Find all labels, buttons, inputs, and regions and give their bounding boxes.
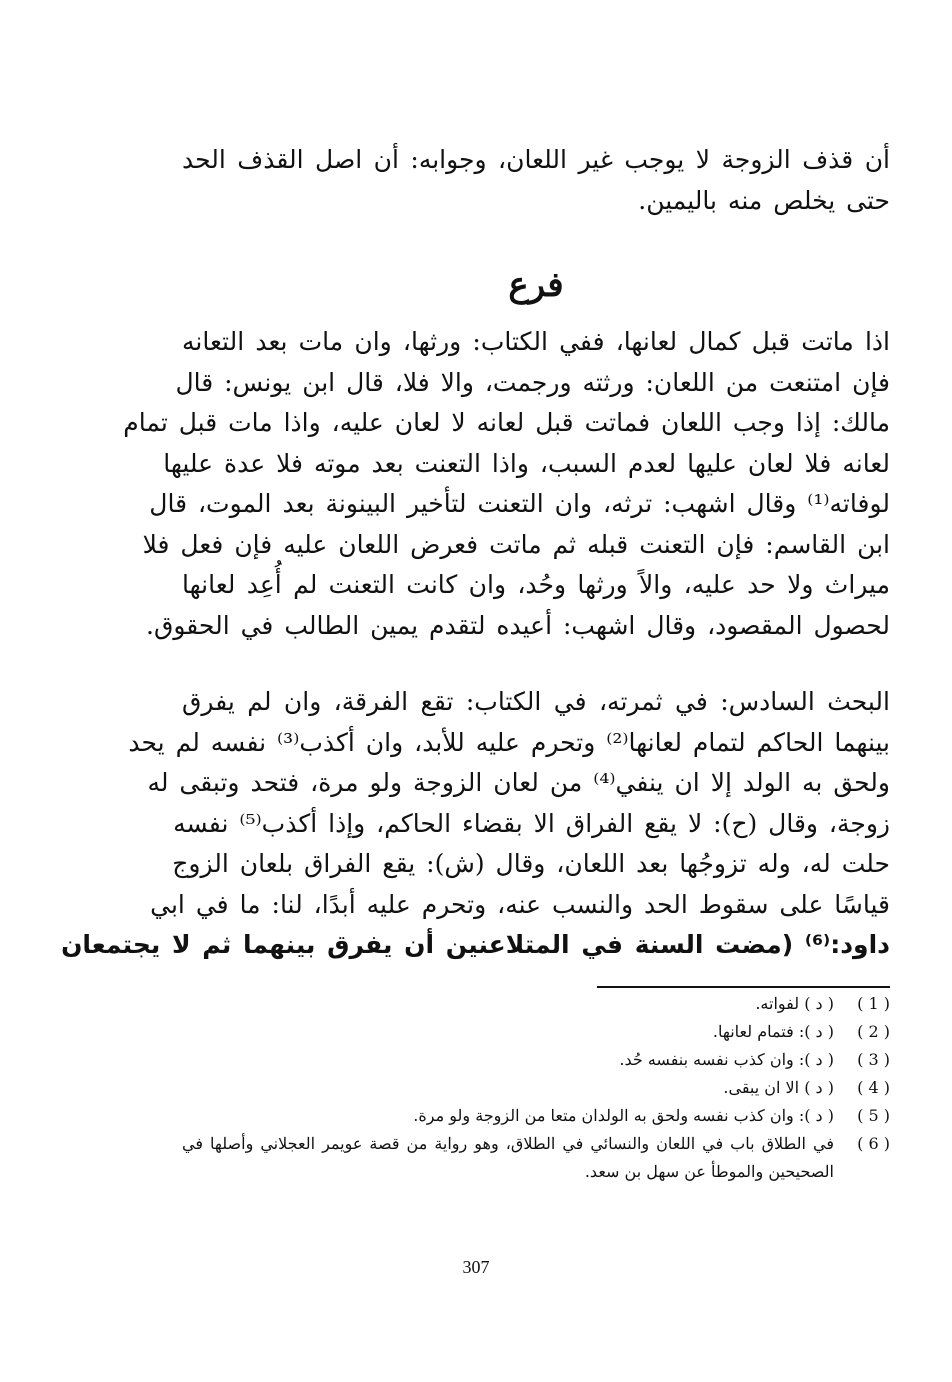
- text-line: فإن امتنعت من اللعان: ورثته ورجمت، والا فلا، قال ابن يونس: قال: [175, 367, 890, 397]
- footnote: [182, 990, 890, 1018]
- text-line: اذا ماتت قبل كمال لعانها، ففي الكتاب: ورثها، وان مات بعد التعانه: [182, 327, 890, 356]
- paragraph-2: [61, 682, 890, 966]
- text-line: أن قذف الزوجة لا يوجب غير اللعان، وجوابه: أن اصل القذف الحد: [182, 145, 890, 174]
- footnote-text: ( د ) الا ان يبقى.: [723, 1078, 834, 1097]
- footnote-number: ( 1 ): [857, 994, 890, 1013]
- footnote-divider: [597, 986, 890, 988]
- footnote-text: ( د ): وان كذب نفسه بنفسه حُد.: [619, 1050, 834, 1069]
- footnote: [182, 1130, 890, 1186]
- text-line: لحصول المقصود، وقال اشهب: أعيده لتقدم يمين الطالب في الحقوق.: [146, 610, 890, 640]
- text-line: حتى يخلص منه باليمين.: [638, 185, 890, 215]
- footnote: [182, 1046, 890, 1074]
- text-line: قياسًا على سقوط الحد والنسب عنه، وتحرم عليه أبدًا، لنا: ما في ابي: [150, 889, 890, 919]
- footnotes: [182, 990, 890, 1186]
- footnote: [182, 1102, 890, 1130]
- footnote: [182, 1018, 890, 1046]
- text-line: حلت له، وله تزوجُها بعد اللعان، وقال (ش): يقع الفراق بلعان الزوج: [172, 849, 890, 878]
- paragraph-1: [123, 322, 890, 646]
- footnote-text: ( د ): فتمام لعانها.: [712, 1022, 834, 1041]
- footnote-number: ( 6 ): [857, 1134, 890, 1153]
- footnote-text: في الطلاق باب في اللعان والنسائي في الطلاق، وهو رواية من قصة عويمر العجلاني وأصلها في الصحيحين والموطأ عن سهل بن سعد.: [182, 1134, 834, 1181]
- text-line: داود:⁽⁶⁾ (مضت السنة في المتلاعنين أن يفرق بينهما ثم لا يجتمعان: [61, 930, 890, 959]
- intro-paragraph: [182, 140, 890, 221]
- text-line: ولحق به الولد إلا ان ينفي⁽⁴⁾ من لعان الزوجة ولو مرة، فتحد وتبقى له: [147, 768, 890, 797]
- text-line: لوفاته⁽¹⁾ وقال اشهب: ترثه، وان التعنت لتأخير البينونة بعد الموت، قال: [149, 489, 890, 518]
- footnote-number: ( 4 ): [857, 1078, 890, 1097]
- footnote-text: ( د ) لفواته.: [755, 994, 834, 1013]
- text-line: ابن القاسم: فإن التعنت قبله ثم ماتت فعرض اللعان عليه فإن فعل فلا: [142, 529, 890, 559]
- text-line: مالك: إذا وجب اللعان فماتت قبل لعانه لا لعان عليه، واذا مات قبل تمام: [123, 408, 890, 437]
- text-line: ميراث ولا حد عليه، والاً ورثها وحُد، وان كانت التعنت لم أُعِد لعانها: [182, 570, 890, 599]
- section-heading: فرع: [508, 265, 564, 305]
- footnote-number: ( 5 ): [857, 1106, 890, 1125]
- text-line: البحث السادس: في ثمرته، في الكتاب: تقع الفرقة، وان لم يفرق: [182, 687, 890, 716]
- footnote-text: ( د ): وان كذب نفسه ولحق به الولدان متعا من الزوجة ولو مرة.: [413, 1106, 834, 1125]
- footnote: [182, 1074, 890, 1102]
- footnote-number: ( 2 ): [857, 1022, 890, 1041]
- text-line: بينهما الحاكم لتمام لعانها⁽²⁾ وتحرم عليه للأبد، وان أكذب⁽³⁾ نفسه لم يحد: [128, 727, 890, 757]
- text-line: لعانه فلا لعان عليها لعدم السبب، واذا التعنت بعد موته فلا عدة عليها: [163, 448, 890, 478]
- footnote-number: ( 3 ): [857, 1050, 890, 1069]
- text-line: زوجة، وقال (ح): لا يقع الفراق الا بقضاء الحاكم، وإذا أكذب⁽⁵⁾ نفسه: [173, 808, 890, 838]
- page-number: 307: [462, 1257, 490, 1277]
